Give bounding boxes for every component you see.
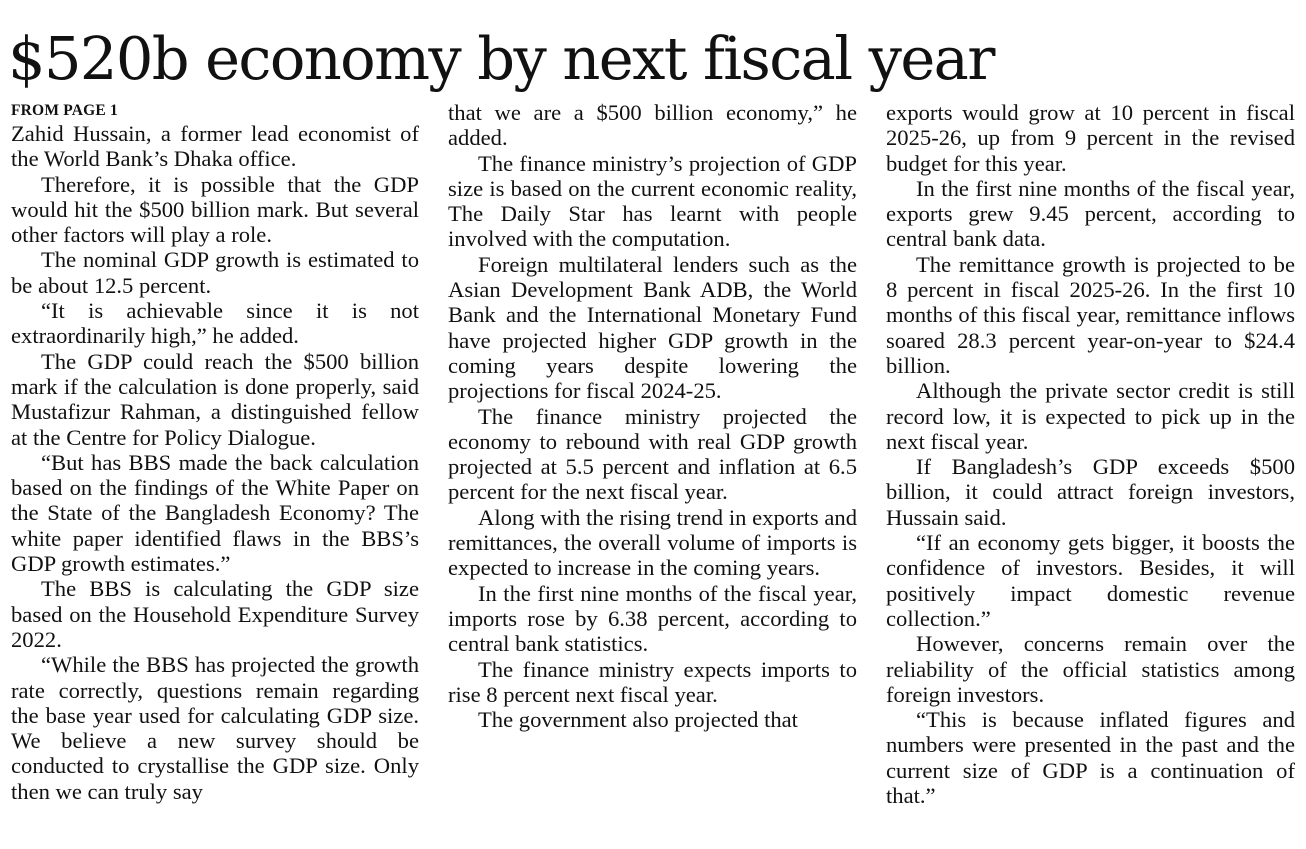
paragraph: “It is achievable since it is not extraordinarily high,” he added. <box>11 298 419 349</box>
paragraph: In the first nine months of the fiscal year, imports rose by 6.38 percent, according to central bank statistics. <box>448 580 857 657</box>
paragraph: “If an economy gets bigger, it boosts the confidence of investors. Besides, it will positively impact domestic revenue collection.” <box>886 530 1295 631</box>
kicker-from-page: FROM PAGE 1 <box>11 102 118 119</box>
article-column-2 <box>448 100 857 732</box>
paragraph: If Bangladesh’s GDP exceeds $500 billion, it could attract foreign investors, Hussain said. <box>886 454 1295 530</box>
paragraph: Therefore, it is possible that the GDP would hit the $500 billion mark. But several other factors will play a role. <box>11 171 419 248</box>
paragraph: Although the private sector credit is still record low, it is expected to pick up in the next fiscal year. <box>886 378 1295 454</box>
article-column-3 <box>886 100 1295 808</box>
headline: $520b economy by next fiscal year <box>8 24 994 93</box>
paragraph: The government also projected that <box>478 707 798 733</box>
article-column-1 <box>11 100 419 804</box>
paragraph: Foreign multilateral lenders such as the Asian Development Bank ADB, the World Bank and the International Monetary Fund have projected higher GDP growth in the coming years despite lowering the projections for fiscal 2024-25. <box>448 251 857 404</box>
paragraph: The GDP could reach the $500 billion mark if the calculation is done properly, said Mustafizur Rahman, a distinguished fellow at the Centre for Policy Dialogue. <box>11 348 419 450</box>
paragraph: The nominal GDP growth is estimated to be about 12.5 percent. <box>11 247 419 298</box>
paragraph: In the first nine months of the fiscal year, exports grew 9.45 percent, according to central bank data. <box>886 175 1295 252</box>
paragraph: The BBS is calculating the GDP size based on the Household Expenditure Survey 2022. <box>11 576 419 652</box>
paragraph: The finance ministry’s projection of GDP size is based on the current economic reality, The Daily Star has learnt with people involved with the computation. <box>448 150 857 252</box>
paragraph: exports would grow at 10 percent in fiscal 2025-26, up from 9 percent in the revised budget for this year. <box>886 100 1295 176</box>
paragraph: The finance ministry expects imports to rise 8 percent next fiscal year. <box>448 656 857 707</box>
paragraph: Zahid Hussain, a former lead economist of the World Bank’s Dhaka office. <box>11 121 419 172</box>
paragraph: The finance ministry projected the economy to rebound with real GDP growth projected at 5.5 percent and inflation at 6.5 percent for the next fiscal year. <box>448 403 857 505</box>
paragraph: “This is because inflated figures and numbers were presented in the past and the current size of GDP is a continuation of that.” <box>886 707 1295 809</box>
paragraph: However, concerns remain over the reliability of the official statistics among foreign investors. <box>886 631 1295 707</box>
paragraph: The remittance growth is projected to be 8 percent in fiscal 2025-26. In the first 10 months of this fiscal year, remittance inflows soared 28.3 percent year-on-year to $24.4 billion. <box>886 251 1295 378</box>
paragraph: “But has BBS made the back calculation based on the findings of the White Paper on the State of the Bangladesh Economy? The white paper identified flaws in the BBS’s GDP growth estimates.” <box>11 449 419 577</box>
paragraph: that we are a $500 billion economy,” he added. <box>448 100 857 151</box>
paragraph: Along with the rising trend in exports and remittances, the overall volume of imports is expected to increase in the coming years. <box>448 504 857 581</box>
paragraph: “While the BBS has projected the growth rate correctly, questions remain regarding the base year used for calculating GDP size. We believe a new survey should be conducted to crystallise the GDP size. Only then we can truly say <box>11 652 419 804</box>
